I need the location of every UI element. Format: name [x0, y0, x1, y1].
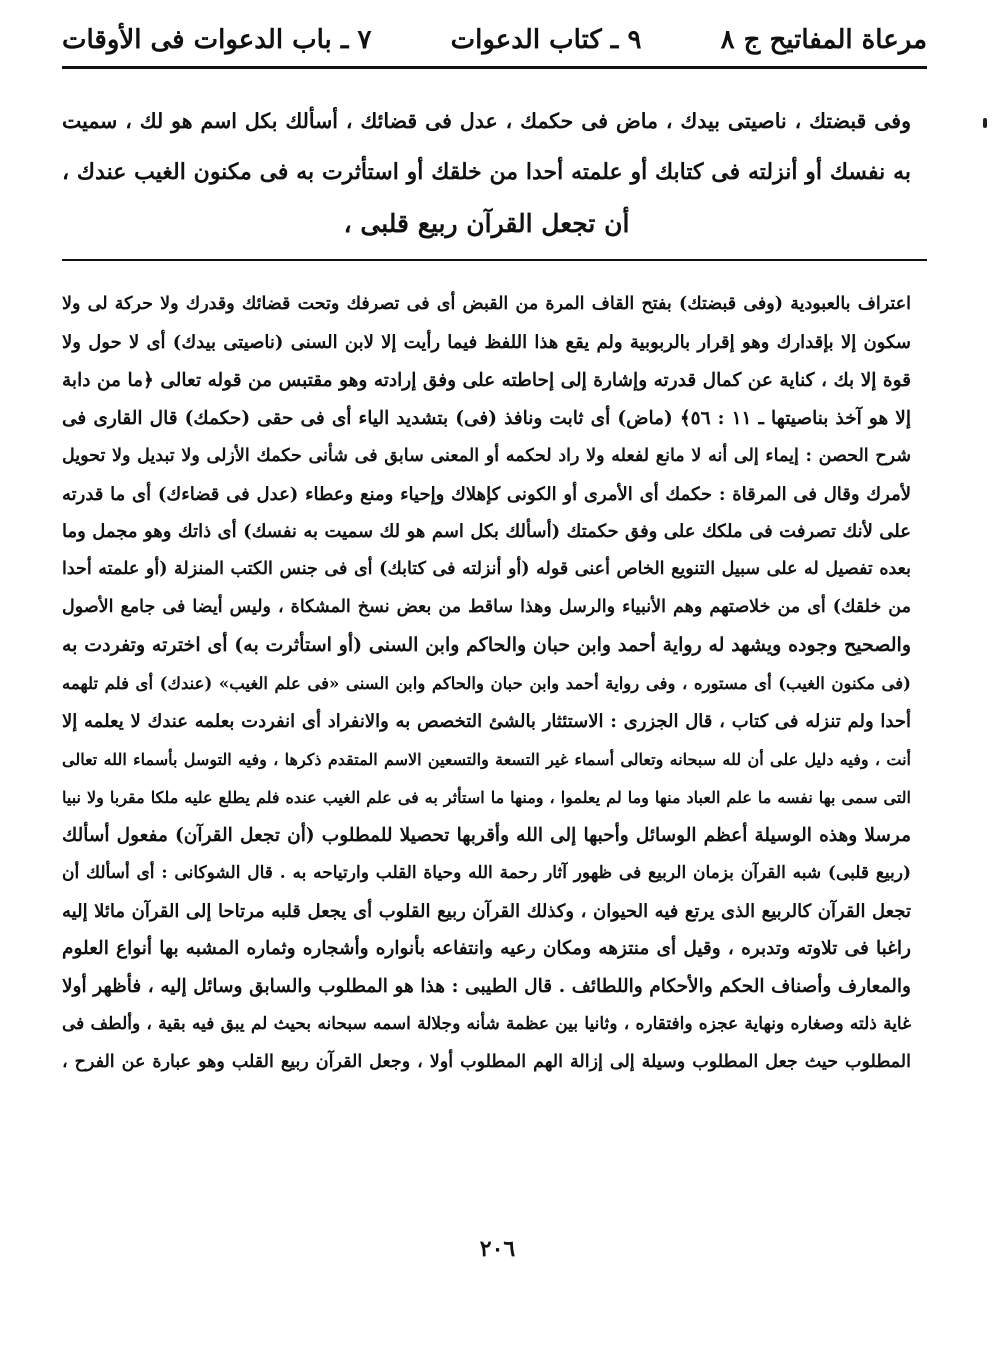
page-number: ٢٠٦	[479, 1236, 516, 1262]
commentary-line: مرسلا وهذه الوسيلة أعظم الوسائل وأحبها إلى الله وأقربها تحصيلا للمطلوب (أن تجعل القرآن) مفعول أسألك	[62, 824, 911, 846]
hadith-line: أن تجعل القرآن ربيع قلبى ،	[343, 209, 630, 238]
commentary-line: التى سمى بها نفسه ما علم العباد منها وما لم يعلموا ، ومنها ما استأثر به فى علم الغيب عنده فلم يطلع عليه ملكا مقربا ولا نبيا	[62, 787, 911, 807]
margin-mark	[983, 118, 987, 128]
commentary-line: بعده تفصيل له على سبيل التنويع الخاص أعنى قوله (أو أنزلته فى كتابك) أى فى جنس الكتب المنزلة (أو علمته أحدا	[62, 559, 911, 580]
commentary-line: والصحيح وجوده ويشهد له رواية أحمد وابن حبان والحاكم وابن السنى (أو استأثرت به) أى اخترته وتفردت به	[62, 634, 911, 657]
section-divider	[62, 259, 927, 261]
commentary-line: تجعل القرآن كالربيع الذى يرتع فيه الحيوان ، وكذلك القرآن ربيع القلوب أى يجعل قلبه مرتاحا إلى القرآن مائلا إليه	[62, 900, 911, 922]
commentary-line: راغبا فى تلاوته وتدبره ، وقيل أى منتزهه ومكان رعيه وانتفاعه بأنواره وأشجاره وثماره المشبه بها أنواع العلوم	[62, 938, 911, 960]
commentary-line: اعتراف بالعبودية (وفى قبضتك) بفتح القاف المرة من القبض أى فى تصرفك وتحت قضائك وقدرك ولا حركة لى ولا	[62, 294, 911, 314]
commentary-line: على لأنك تصرفت فى ملكك على وفق حكمتك (أسألك بكل اسم هو لك سميت به نفسك) أى ذاتك وهو مجمل وما	[62, 521, 911, 543]
header-chapter-title: ٧ ـ باب الدعوات فى الأوقات	[62, 25, 372, 55]
commentary-line: أنت ، وفيه دليل على أن لله سبحانه وتعالى أسماء غير التسعة والتسعين الاسم المتقدم ذكرها ، وفيه التوسل بأسماء الله تعالى	[62, 749, 911, 769]
hadith-text	[62, 96, 911, 249]
commentary-line: (فى مكنون الغيب) أى مستوره ، وفى رواية أحمد وابن حبان والحاكم وابن السنى «فى علم الغيب» (عندك) أى فلم تلهمه	[62, 674, 911, 694]
commentary-line: لأمرك وقال فى المرقاة : حكمك أى الأمرى أو الكونى كإهلاك وإحياء ومنع وعطاء (عدل فى قضاءك) أى ما قدرته	[62, 483, 911, 505]
commentary-line: إلا هو آخذ بناصيتها ـ ١١ : ٥٦﴾ (ماض) أى ثابت ونافذ (فى) بتشديد الياء أى فى حقى (حكمك) قال القارى فى	[62, 407, 911, 429]
commentary-line: غاية ذلته وصغاره ونهاية عجزه وافتقاره ، وثانيا بين عظمة شأنه وجلالة اسمه سبحانه بحيث لم يبق فيه بقية ، وألطف فى	[62, 1014, 911, 1035]
commentary-line: قوة إلا بك ، كناية عن كمال قدرته وإشارة إلى إحاطته على وفق إرادته وهو مقتبس من قوله تعالى ﴿ما من دابة	[62, 369, 911, 391]
commentary-line: والمعارف وأصناف الحكم والأحكام واللطائف . قال الطيبى : هذا هو المطلوب والسابق وسائل إليه ، فأظهر أولا	[62, 976, 911, 998]
running-header	[62, 18, 927, 62]
header-book-title: ٩ ـ كتاب الدعوات	[450, 25, 642, 55]
header-rule	[62, 66, 927, 69]
hadith-line: به نفسك أو أنزلته فى كتابك أو علمته أحدا من خلقك أو استأثرت به فى مكنون الغيب عندك ،	[62, 159, 911, 185]
hadith-line: وفى قبضتك ، ناصيتى بيدك ، ماض فى حكمك ، عدل فى قضائك ، أسألك بكل اسم هو لك ، سميت	[62, 109, 911, 133]
commentary-line: (ربيع قلبى) شبه القرآن بزمان الربيع فى ظهور آثار رحمة الله وحياة القلب وارتياحه به . قال الشوكانى : أى أسألك أن	[62, 862, 911, 883]
commentary-text	[62, 286, 911, 1082]
header-volume-title: مرعاة المفاتيح ج ٨	[720, 25, 927, 55]
commentary-line: سكون إلا بإقدارك وهو إقرار بالربوبية ولم يقع هذا اللفظ فيما رأيت إلا لابن السنى (ناصيتى بيدك) أى لا حول ولا	[62, 331, 911, 353]
commentary-line: أحدا ولم تنزله فى كتاب ، قال الجزرى : الاستئثار بالشئ التخصص به والانفراد أى انفردت بعلمه عندك لا يعلمه إلا	[62, 710, 911, 732]
commentary-line: المطلوب حيث جعل المطلوب وسيلة إلى إزالة الهم المطلوب أولا ، وجعل القرآن ربيع القلب وهو عبارة عن الفرح ،	[62, 1052, 911, 1073]
commentary-line: شرح الحصن : إيماء إلى أنه لا مانع لفعله ولا راد لحكمه أو المعنى سابق فى شأنى حكمك الأزلى ولا تبديل ولا تحويل	[62, 445, 911, 466]
commentary-line: من خلقك) أى من خلاصتهم وهم الأنبياء والرسل وهذا ساقط من بعض نسخ المشكاة ، وليس أيضا فى جامع الأصول	[62, 597, 911, 618]
